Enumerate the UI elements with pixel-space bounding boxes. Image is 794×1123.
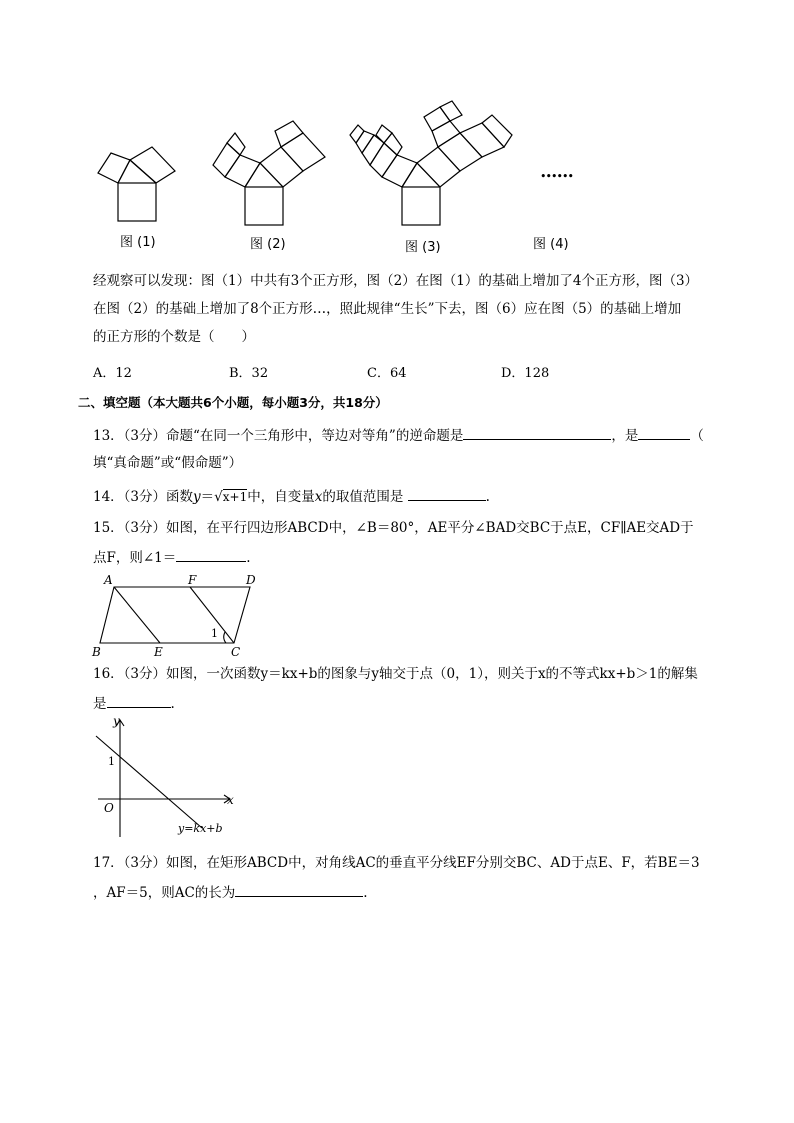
q14-y: y: [193, 489, 201, 505]
axis-label-y: y: [113, 714, 120, 728]
q17-line-2-text: ，AF＝5，则AC的长为: [93, 885, 236, 901]
q14-x: x: [314, 489, 323, 505]
q14-eq: ＝: [200, 489, 215, 505]
q12-option-d: D．128: [501, 366, 550, 381]
axis-label-x: x: [227, 793, 234, 807]
q13-line-1: [93, 425, 704, 446]
parallelogram-figure: [88, 570, 268, 660]
q13-text-1: 13．（3分）命题“在同一个三角形中，等边对等角”的逆命题是: [93, 428, 464, 444]
q14-end: .: [485, 489, 490, 505]
q15-blank[interactable]: [176, 547, 246, 562]
function-label: y=kx+b: [178, 822, 223, 835]
q13-blank-1[interactable]: [463, 425, 611, 440]
q13-blank-2[interactable]: [638, 425, 690, 440]
q12-option-c: C．64: [367, 366, 407, 381]
q16-end: .: [170, 696, 175, 712]
label-D: D: [246, 573, 256, 587]
ellipsis-dots: ••••••: [540, 170, 573, 183]
figure-caption-4: 图 (4): [533, 237, 569, 252]
tree-figure-3: [350, 101, 512, 225]
label-F: F: [188, 573, 197, 587]
pythagoras-tree-figures: [80, 95, 720, 230]
q15-end: .: [246, 550, 251, 566]
linear-function-graph: [90, 712, 250, 840]
q15-line-2-text: 点F，则∠1＝: [93, 550, 177, 566]
q16-line-1: 16．（3分）如图，一次函数y＝kx+b的图象与y轴交于点（0，1），则关于x的不等式kx+b＞1的解集: [93, 666, 698, 682]
q12-line-2: 在图（2）的基础上增加了8个正方形…，照此规律“生长”下去，图（6）应在图（5）的基础上增加: [93, 301, 682, 317]
q17-end: .: [363, 885, 368, 901]
origin-label: O: [104, 801, 114, 815]
label-C: C: [231, 645, 241, 659]
intercept-label: 1: [108, 755, 115, 768]
q12-option-a: A．12: [93, 366, 132, 381]
sqrt-symbol: √: [214, 489, 223, 505]
q14-line: [93, 486, 490, 507]
tree-figure-1: [98, 147, 175, 221]
q14-prefix: 14．（3分）函数: [93, 489, 194, 505]
q13-text-2: ，是: [611, 428, 639, 444]
q12-line-1: 经观察可以发现：图（1）中共有3个正方形，图（2）在图（1）的基础上增加了4个正方形，图（3）: [93, 273, 699, 289]
label-E: E: [154, 645, 163, 659]
q16-line-2-text: 是: [93, 696, 107, 712]
q12-line-3: 的正方形的个数是（ ）: [93, 329, 255, 345]
figure-caption-1: 图 (1): [120, 235, 156, 250]
q14-after: 中，自变量: [247, 489, 315, 505]
section-2-header: 二、填空题（本大题共6个小题，每小题3分，共18分）: [78, 395, 388, 410]
label-B: B: [92, 645, 101, 659]
q12-option-b: B．32: [229, 366, 269, 381]
label-A: A: [104, 573, 113, 587]
tree-figure-2: [213, 121, 325, 225]
label-angle-1: 1: [211, 627, 218, 640]
q17-blank[interactable]: [235, 882, 363, 897]
q17-line-2: [93, 882, 368, 903]
q13-text-3: （: [690, 428, 704, 444]
q13-line-2: 填“真命题”或“假命题”）: [93, 455, 243, 471]
q15-line-2: [93, 547, 251, 568]
figure-caption-3: 图 (3): [405, 240, 441, 255]
q15-line-1: 15．（3分）如图，在平行四边形ABCD中，∠B＝80°，AE平分∠BAD交BC于点E，CF∥AE交AD于: [93, 520, 694, 536]
q16-blank[interactable]: [107, 693, 171, 708]
figure-caption-2: 图 (2): [250, 237, 286, 252]
q17-line-1: 17．（3分）如图，在矩形ABCD中，对角线AC的垂直平分线EF分别交BC、AD于点E、F，若BE＝3: [93, 855, 700, 871]
q14-radicand: x+1: [222, 490, 248, 504]
q14-blank[interactable]: [408, 486, 486, 501]
q14-after-2: 的取值范围是: [322, 489, 404, 505]
q16-line-2: [93, 693, 175, 714]
